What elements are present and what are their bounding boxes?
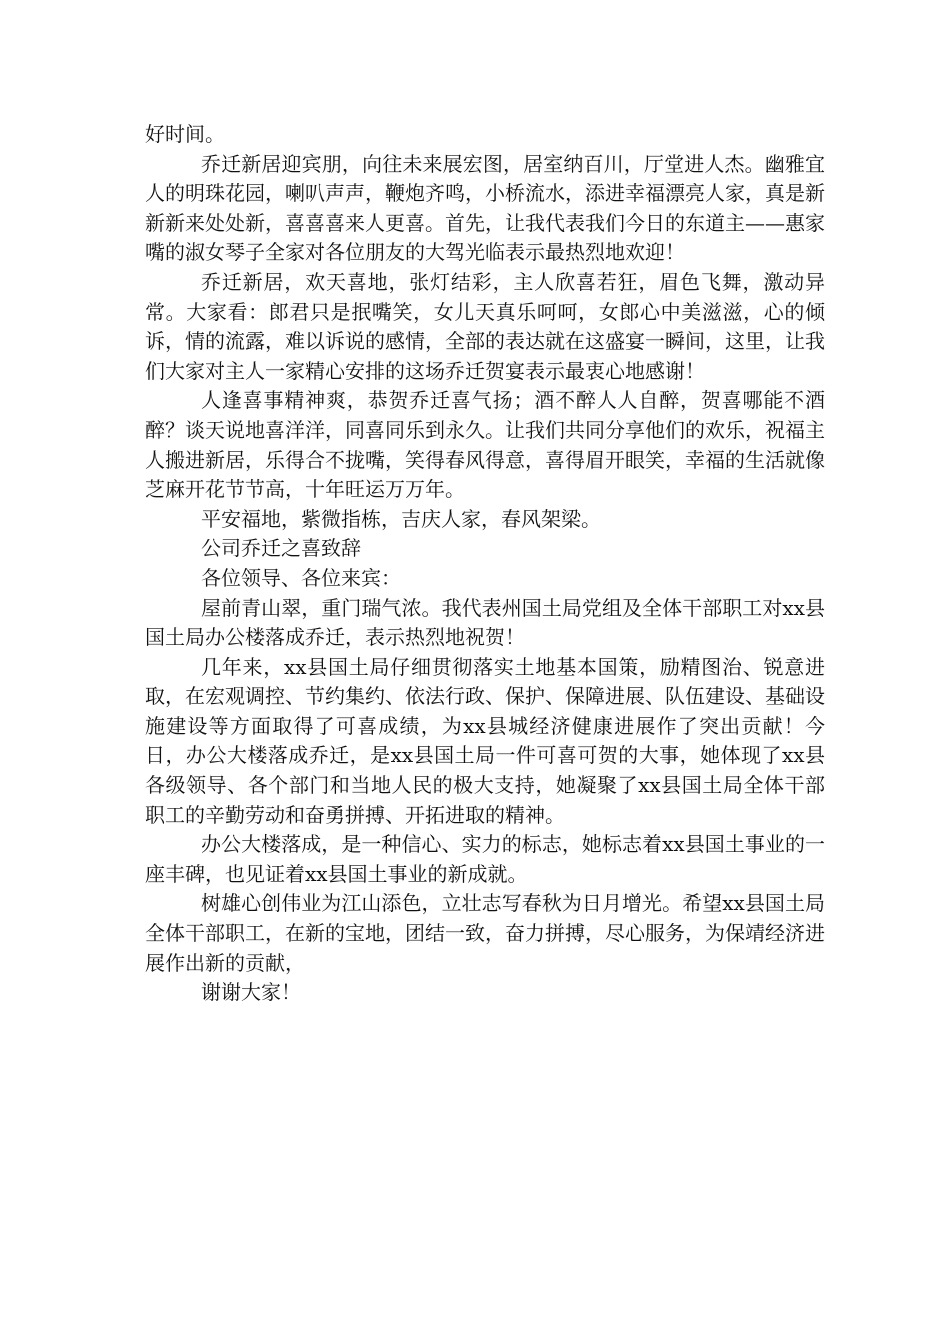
document-body — [145, 120, 825, 1008]
paragraph-11: 树雄心创伟业为江山添色，立壮志写春秋为日月增光。希望xx县国土局全体干部职工，在新的宝地，团结一致，奋力拼搏，尽心服务，为保靖经济进展作出新的贡献， — [145, 891, 825, 975]
paragraph-5: 平安福地，紫微指栋，吉庆人家，春风架梁。 — [201, 506, 601, 531]
paragraph-8: 屋前青山翠，重门瑞气浓。我代表州国土局党组及全体干部职工对xx县国土局办公楼落成乔迁，表示热烈地祝贺！ — [145, 595, 825, 650]
salutation: 各位领导、各位来宾： — [201, 565, 401, 590]
paragraph-4: 人逢喜事精神爽，恭贺乔迁喜气扬；酒不醉人人自醉，贺喜哪能不酒醉？谈天说地喜洋洋，同喜同乐到永久。让我们共同分享他们的欢乐，祝福主人搬进新居，乐得合不拢嘴，笑得春风得意，喜得眉开眼笑，幸福的生活就像芝麻开花节节高，十年旺运万万年。 — [145, 388, 825, 502]
paragraph-3: 乔迁新居，欢天喜地，张灯结彩，主人欣喜若狂，眉色飞舞，激动异常。大家看：郎君只是抿嘴笑，女儿天真乐呵呵，女郎心中美滋滋，心的倾诉，情的流露，难以诉说的感情，全部的表达就在这盛宴一瞬间，这里，让我们大家对主人一家精心安排的这场乔迁贺宴表示最衷心地感谢！ — [145, 269, 825, 383]
paragraph-10: 办公大楼落成，是一种信心、实力的标志，她标志着xx县国土事业的一座丰碑，也见证着xx县国土事业的新成就。 — [145, 832, 825, 886]
section-heading: 公司乔迁之喜致辞 — [201, 536, 361, 561]
paragraph-1: 好时间。 — [145, 122, 225, 146]
paragraph-9: 几年来，xx县国土局仔细贯彻落实土地基本国策，励精图治、锐意进取，在宏观调控、节约集约、依法行政、保护、保障进展、队伍建设、基础设施建设等方面取得了可喜成绩，为xx县城经济健康进展作了突出贡献！今日，办公大楼落成乔迁，是xx县国土局一件可喜可贺的大事，她体现了xx县各级领导、各个部门和当地人民的极大支持，她凝聚了xx县国土局全体干部职工的辛勤劳动和奋勇拼搏、开拓进取的精神。 — [145, 654, 825, 827]
closing-thanks: 谢谢大家！ — [201, 980, 301, 1005]
paragraph-2: 乔迁新居迎宾朋，向往未来展宏图，居室纳百川，厅堂进人杰。幽雅宜人的明珠花园，喇叭声声，鞭炮齐鸣，小桥流水，添进幸福漂亮人家，真是新新新来处处新，喜喜喜来人更喜。首先，让我代表我们今日的东道主——惠家嘴的淑女琴子全家对各位朋友的大驾光临表示最热烈地欢迎！ — [145, 151, 825, 265]
